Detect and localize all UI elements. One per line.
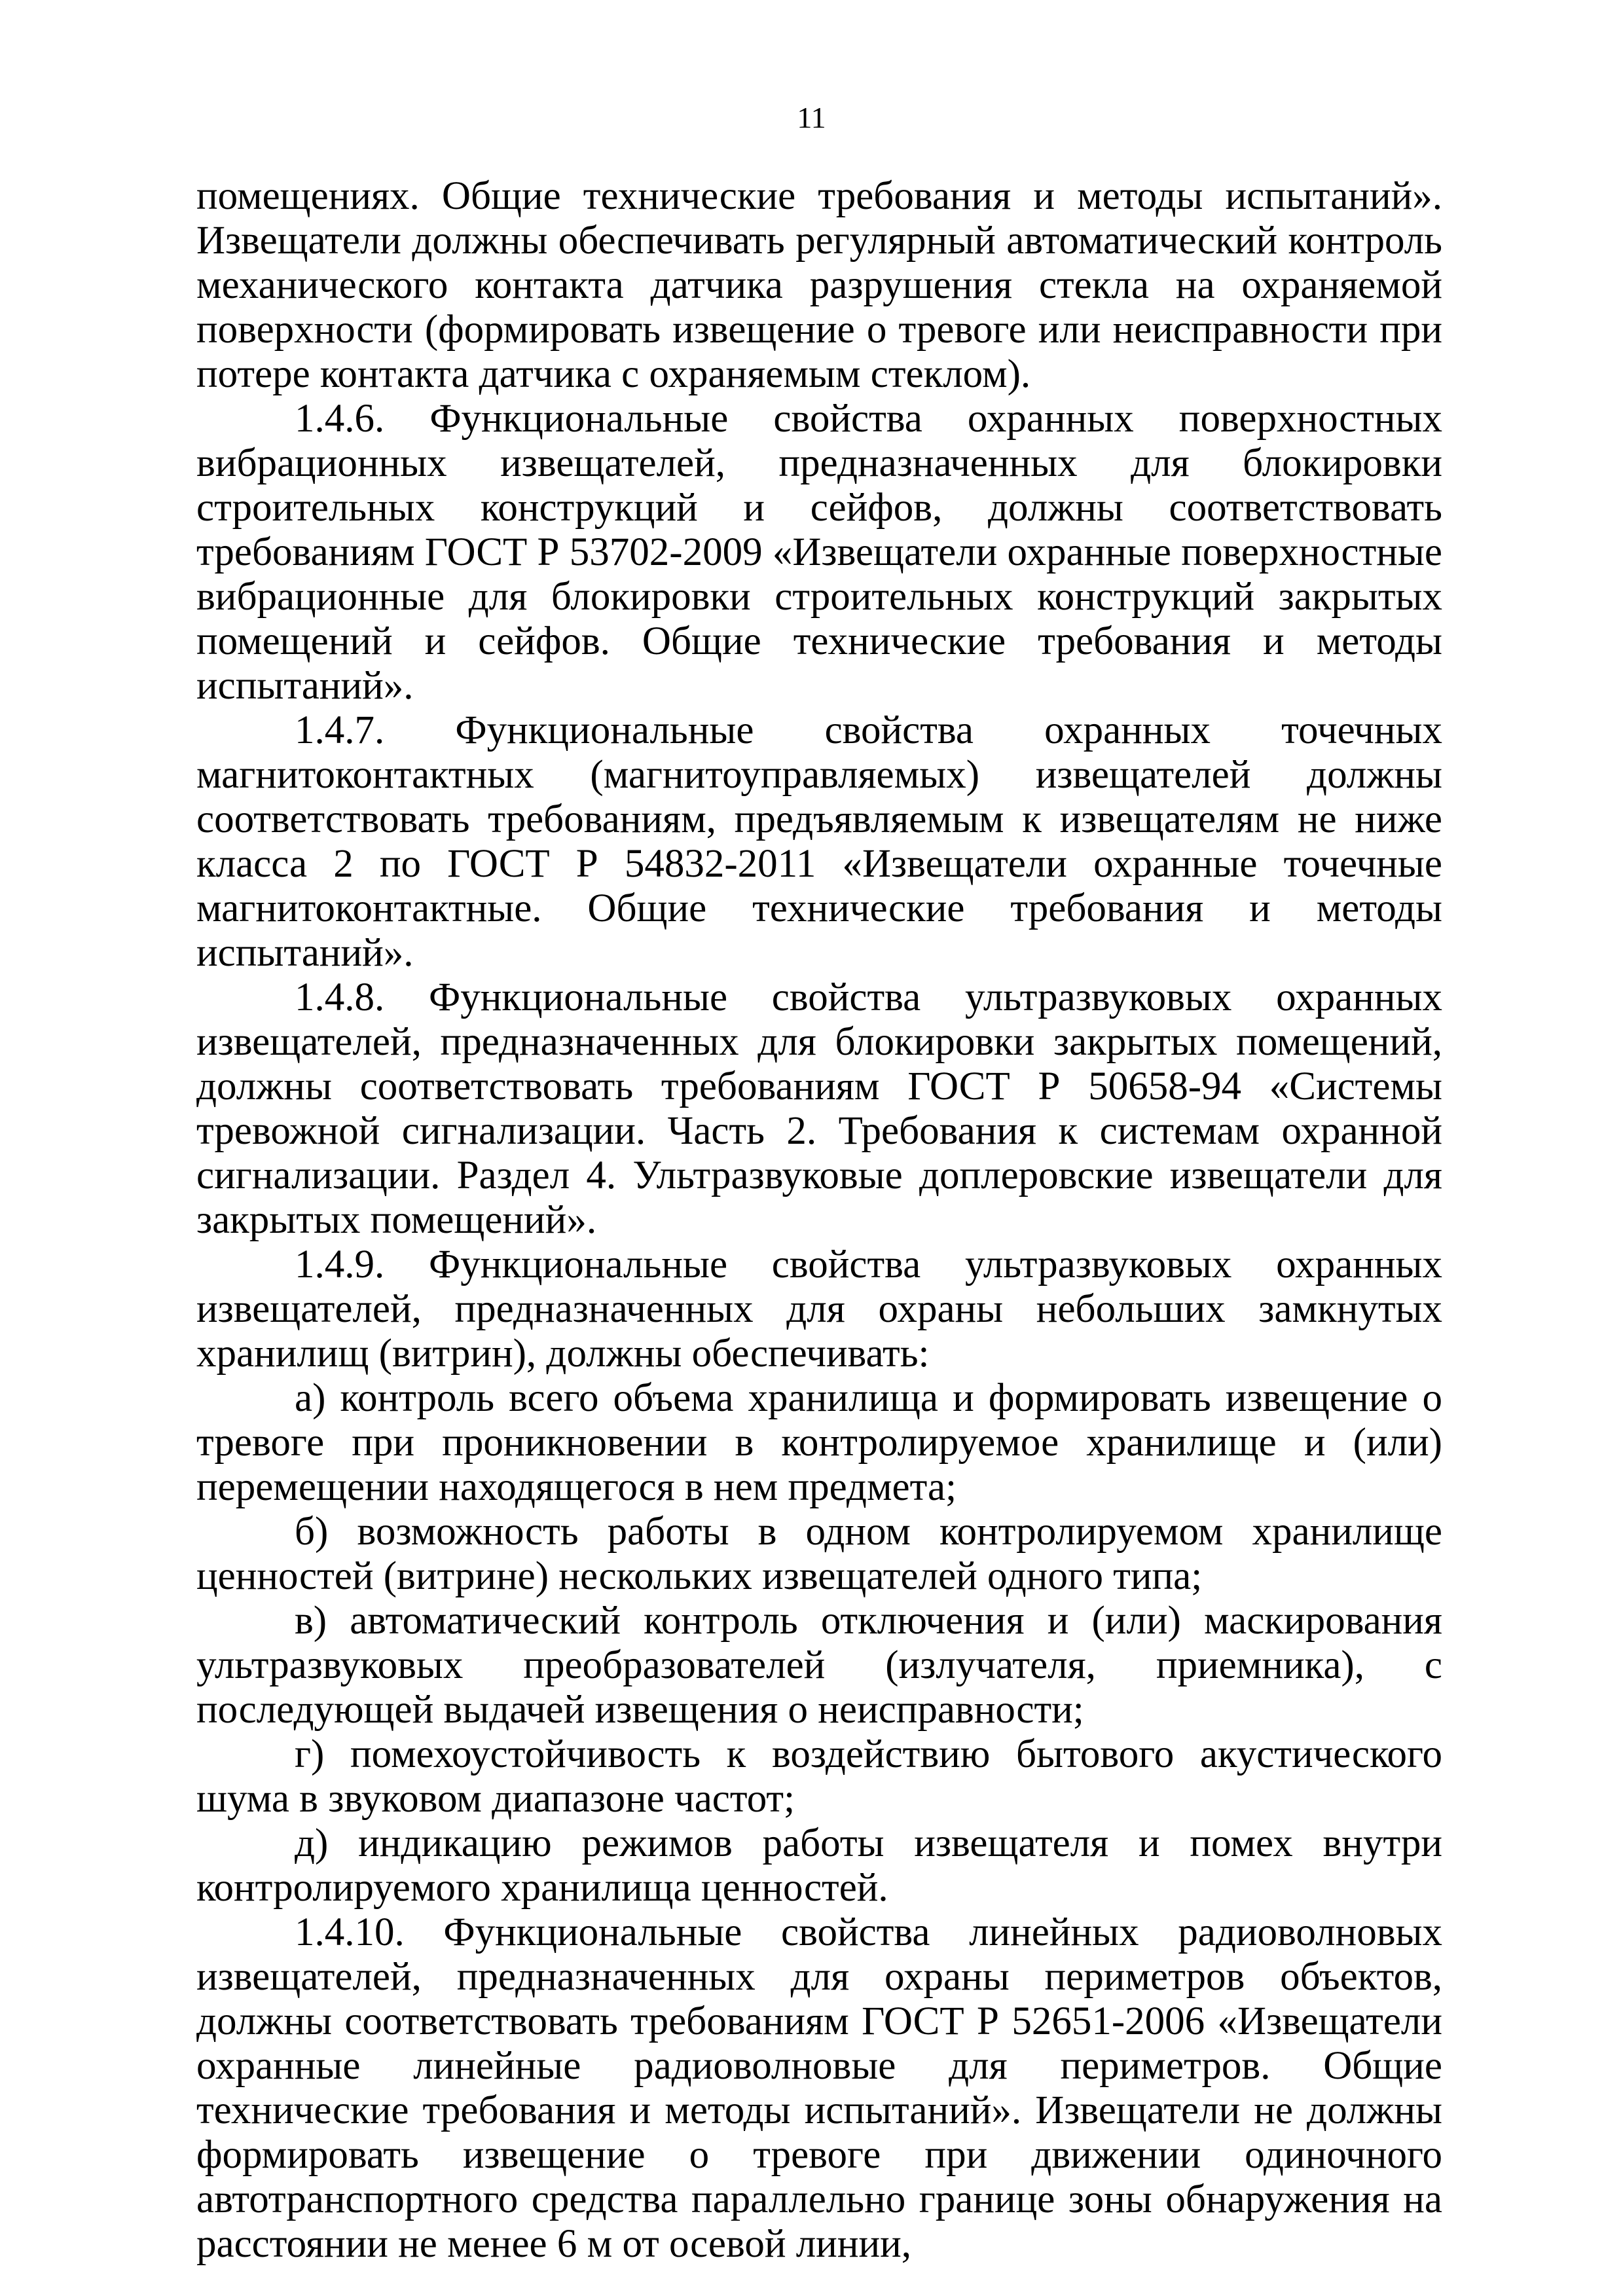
list-item-b: б) возможность работы в одном контролируемом хранилище ценностей (витрине) нескольких извещателей одного типа; (196, 1510, 1442, 1598)
paragraph-1-4-9: 1.4.9. Функциональные свойства ультразвуковых охранных извещателей, предназначенных для охраны небольших замкнутых хранилищ (витрин), должны обеспечивать: (196, 1243, 1442, 1376)
page-number: 11 (797, 101, 826, 134)
list-item-v: в) автоматический контроль отключения и (или) маскирования ультразвуковых преобразователей (излучателя, приемника), с последующей выдачей извещения о неисправности; (196, 1599, 1442, 1732)
list-item-d: д) индикацию режимов работы извещателя и помех внутри контролируемого хранилища ценностей. (196, 1821, 1442, 1910)
list-item-a: а) контроль всего объема хранилища и формировать извещение о тревоге при проникновении в контролируемое хранилище и (или) перемещении находящегося в нем предмета; (196, 1376, 1442, 1509)
document-body (196, 174, 1442, 2267)
paragraph-continuation: помещениях. Общие технические требования и методы испытаний». Извещатели должны обеспечивать регулярный автоматический контроль механического контакта датчика разрушения стекла на охраняемой поверхности (формировать извещение о тревоге или неисправности при потере контакта датчика с охраняемым стеклом). (196, 174, 1442, 396)
paragraph-1-4-8: 1.4.8. Функциональные свойства ультразвуковых охранных извещателей, предназначенных для блокировки закрытых помещений, должны соответствовать требованиям ГОСТ Р 50658-94 «Системы тревожной сигнализации. Часть 2. Требования к системам охранной сигнализации. Раздел 4. Ультразвуковые доплеровские извещатели для закрытых помещений». (196, 975, 1442, 1242)
list-item-g: г) помехоустойчивость к воздействию бытового акустического шума в звуковом диапазоне частот; (196, 1732, 1442, 1821)
paragraph-1-4-6: 1.4.6. Функциональные свойства охранных поверхностных вибрационных извещателей, предназначенных для блокировки строительных конструкций и сейфов, должны соответствовать требованиям ГОСТ Р 53702-2009 «Извещатели охранные поверхностные вибрационные для блокировки строительных конструкций закрытых помещений и сейфов. Общие технические требования и методы испытаний». (196, 397, 1442, 708)
paragraph-1-4-10: 1.4.10. Функциональные свойства линейных радиоволновых извещателей, предназначенных для охраны периметров объектов, должны соответствовать требованиям ГОСТ Р 52651-2006 «Извещатели охранные линейные радиоволновые для периметров. Общие технические требования и методы испытаний». Извещатели не должны формировать извещение о тревоге при движении одиночного автотранспортного средства параллельно границе зоны обнаружения на расстоянии не менее 6 м от осевой линии, (196, 1910, 1442, 2266)
paragraph-1-4-7: 1.4.7. Функциональные свойства охранных точечных магнитоконтактных (магнитоуправляемых) извещателей должны соответствовать требованиям, предъявляемым к извещателям не ниже класса 2 по ГОСТ Р 54832-2011 «Извещатели охранные точечные магнитоконтактные. Общие технические требования и методы испытаний». (196, 708, 1442, 975)
